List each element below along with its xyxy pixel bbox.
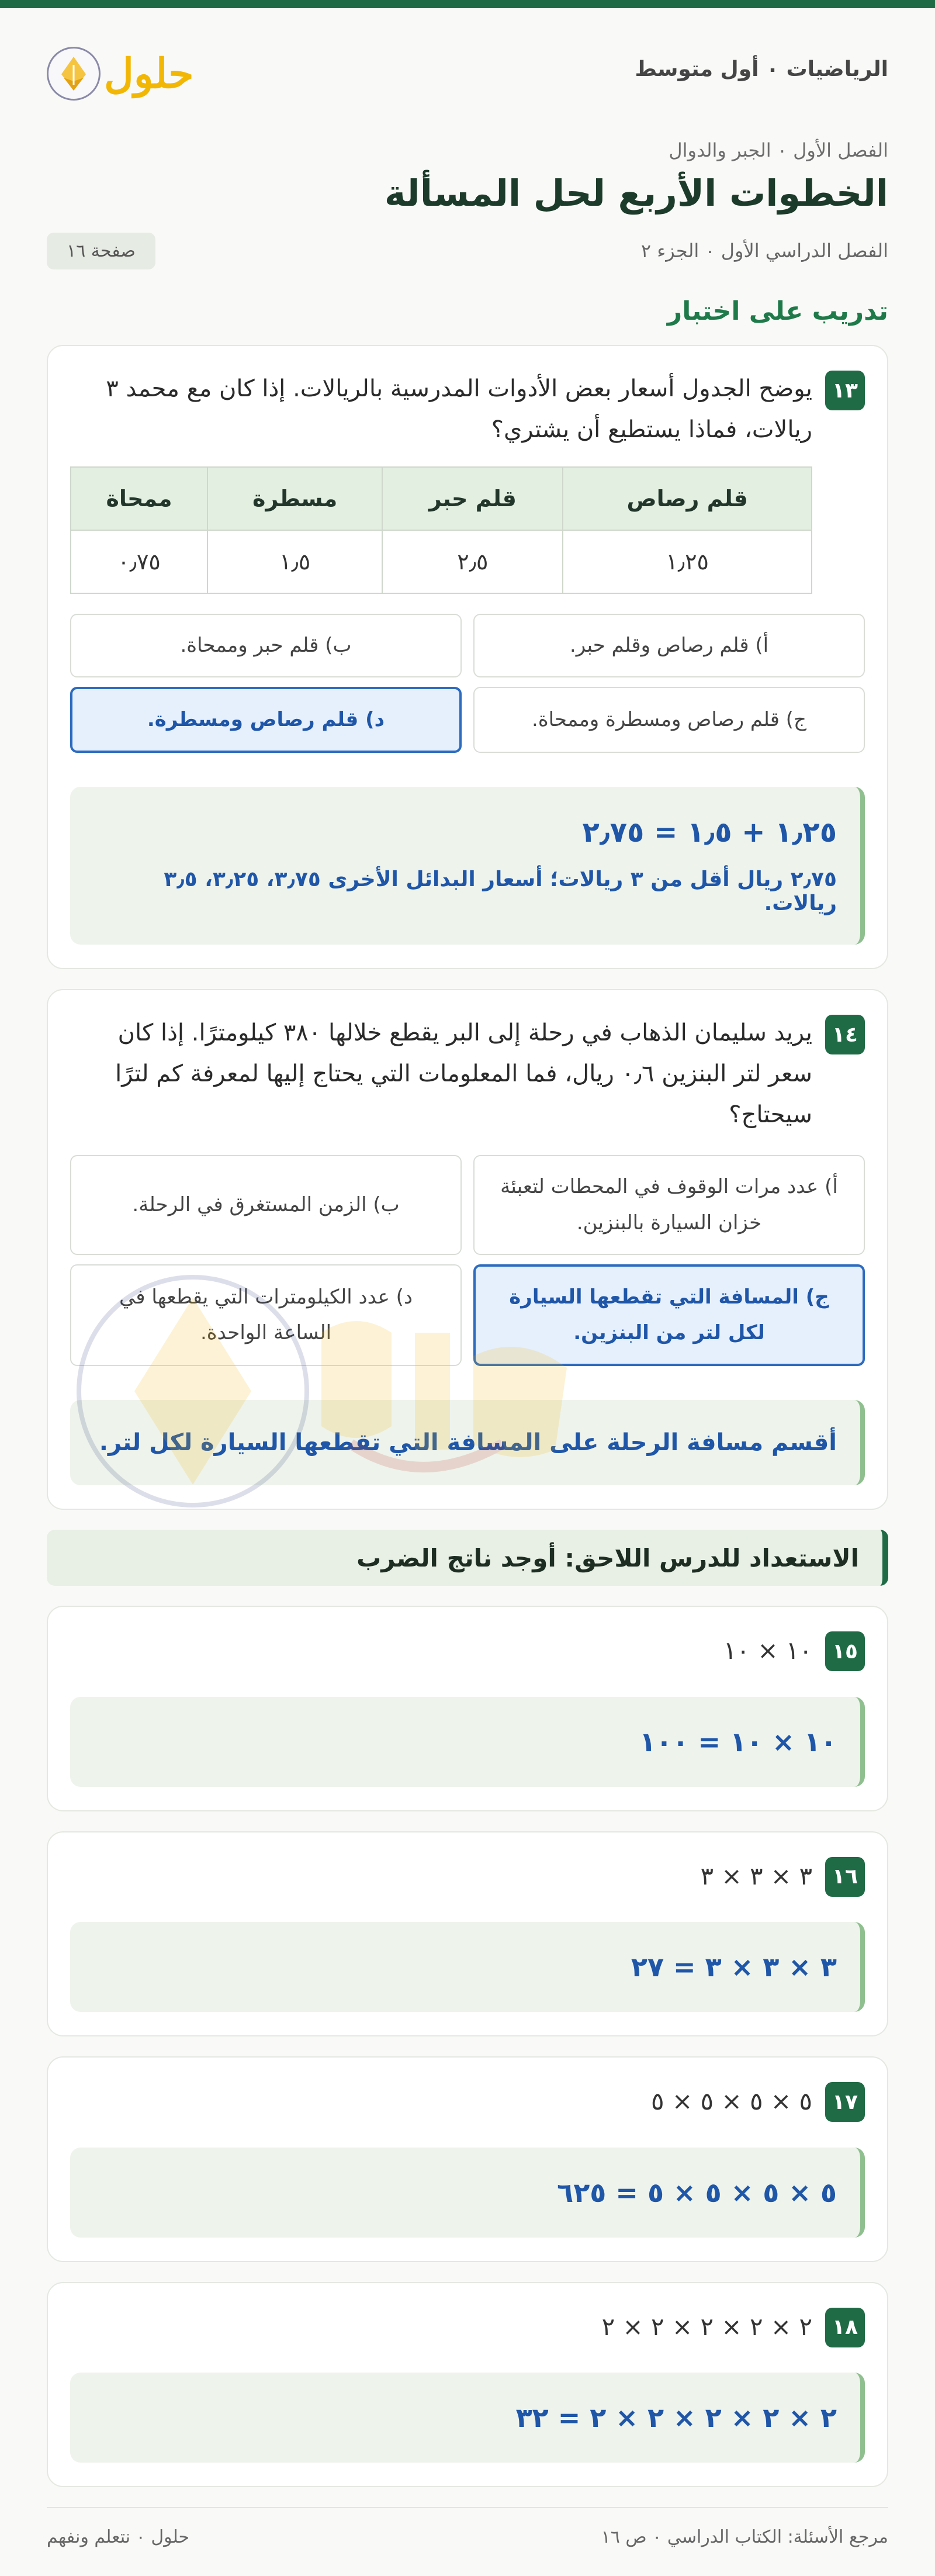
question-number: ١٥ (825, 1631, 865, 1671)
answer-text: ٣ × ٣ × ٣ = ٢٧ (631, 1951, 837, 1983)
table-header: قلم حبر (382, 467, 563, 530)
answer-text: أقسم مسافة الرحلة على المسافة التي تقطعها السيارة لكل لتر. (99, 1429, 837, 1457)
option-a[interactable]: أ) عدد مرات الوقوف في المحطات لتعبئة خزان السيارة بالبنزين. (473, 1155, 865, 1254)
page-badge: صفحة ١٦ (47, 233, 155, 269)
top-accent-bar (0, 0, 935, 8)
question-text: يوضح الجدول أسعار بعض الأدوات المدرسية بالريالات. إذا كان مع محمد ٣ ريالات، فماذا يستطيع أن يشتري؟ (106, 375, 812, 443)
question-number: ١٨ (825, 2308, 865, 2347)
footer-brand: حلول ٠ نتعلم ونفهم (47, 2526, 190, 2547)
question-text: ٥ × ٥ × ٥ × ٥ (651, 2087, 812, 2116)
option-c-selected[interactable]: ج) المسافة التي تقطعها السيارة لكل لتر من البنزين. (473, 1264, 865, 1366)
table-header: قلم رصاص (563, 467, 812, 530)
option-d[interactable]: د) عدد الكيلومترات التي يقطعها في الساعة الواحدة. (70, 1264, 462, 1366)
question-text: ٣ × ٣ × ٣ (700, 1861, 812, 1890)
question-card-18 (47, 2282, 888, 2488)
prep-section-header: الاستعداد للدرس اللاحق: أوجد ناتج الضرب (47, 1530, 888, 1586)
option-b[interactable]: ب) الزمن المستغرق في الرحلة. (70, 1155, 462, 1254)
site-logo[interactable] (47, 47, 193, 101)
table-cell: ١٫٢٥ (563, 530, 812, 593)
answer-text: ٢ × ٢ × ٢ × ٢ × ٢ = ٣٢ (515, 2402, 837, 2434)
question-text: ١٠ × ١٠ (723, 1636, 812, 1665)
breadcrumb: الفصل الأول ٠ الجبر والدوال (669, 139, 888, 161)
answer-options (70, 614, 865, 753)
option-a[interactable]: أ) قلم رصاص وقلم حبر. (473, 614, 865, 677)
question-card-14 (47, 989, 888, 1510)
answer-text: ١٠ × ١٠ = ١٠٠ (639, 1726, 837, 1758)
question-card-17 (47, 2056, 888, 2262)
question-card-15 (47, 1606, 888, 1811)
answer-box (70, 1400, 865, 1485)
question-text: يريد سليمان الذهاب في رحلة إلى البر يقطع خلالها ٣٨٠ كيلومترًا. إذا كان سعر لتر البنزين ٠٫٦ ريال، فما المعلومات التي يحتاج إليها لمعرفة كم لترًا سيحتاج؟ (115, 1019, 812, 1129)
table-header: ممحاة (71, 467, 207, 530)
question-number: ١٦ (825, 1857, 865, 1897)
question-number: ١٤ (825, 1015, 865, 1054)
answer-options (70, 1155, 865, 1366)
answer-explanation: ٢٫٧٥ ريال أقل من ٣ ريالات؛ أسعار البدائل الأخرى ٣٫٧٥، ٣٫٢٥، ٣٫٥ ريالات. (164, 867, 837, 916)
section-title: تدريب على اختبار (667, 296, 888, 326)
page-header (47, 8, 888, 131)
option-c[interactable]: ج) قلم رصاص ومسطرة وممحاة. (473, 687, 865, 753)
footer-source: مرجع الأسئلة: الكتاب الدراسي ٠ ص ١٦ (601, 2526, 888, 2547)
logo-book-icon (47, 47, 101, 101)
answer-box (70, 1697, 865, 1787)
answer-box (70, 1922, 865, 2012)
question-card-16 (47, 1831, 888, 2037)
table-cell: ٠٫٧٥ (71, 530, 207, 593)
question-number: ١٧ (825, 2082, 865, 2122)
semester-label: الفصل الدراسي الأول ٠ الجزء ٢ (640, 240, 888, 262)
answer-box (70, 2373, 865, 2463)
question-text: ٢ × ٢ × ٢ × ٢ × ٢ (601, 2312, 812, 2341)
answer-text: ٥ × ٥ × ٥ × ٥ = ٦٢٥ (557, 2176, 837, 2208)
table-header: مسطرة (207, 467, 382, 530)
answer-box (70, 787, 865, 945)
prices-table (70, 466, 812, 594)
page-footer (47, 2507, 888, 2565)
subject-label: الرياضيات ٠ أول متوسط (635, 57, 888, 81)
answer-box (70, 2148, 865, 2238)
table-cell: ٢٫٥ (382, 530, 563, 593)
logo-wordmark: حلول (104, 49, 194, 98)
question-number: ١٣ (825, 371, 865, 410)
page-title: الخطوات الأربع لحل المسألة (384, 172, 888, 215)
meta-row (47, 230, 888, 272)
table-row (71, 530, 812, 593)
option-b[interactable]: ب) قلم حبر وممحاة. (70, 614, 462, 677)
question-card-13 (47, 345, 888, 969)
option-d-selected[interactable]: د) قلم رصاص ومسطرة. (70, 687, 462, 753)
table-cell: ١٫٥ (207, 530, 382, 593)
answer-equation: ١٫٢٥ + ١٫٥ = ٢٫٧٥ (582, 816, 837, 849)
